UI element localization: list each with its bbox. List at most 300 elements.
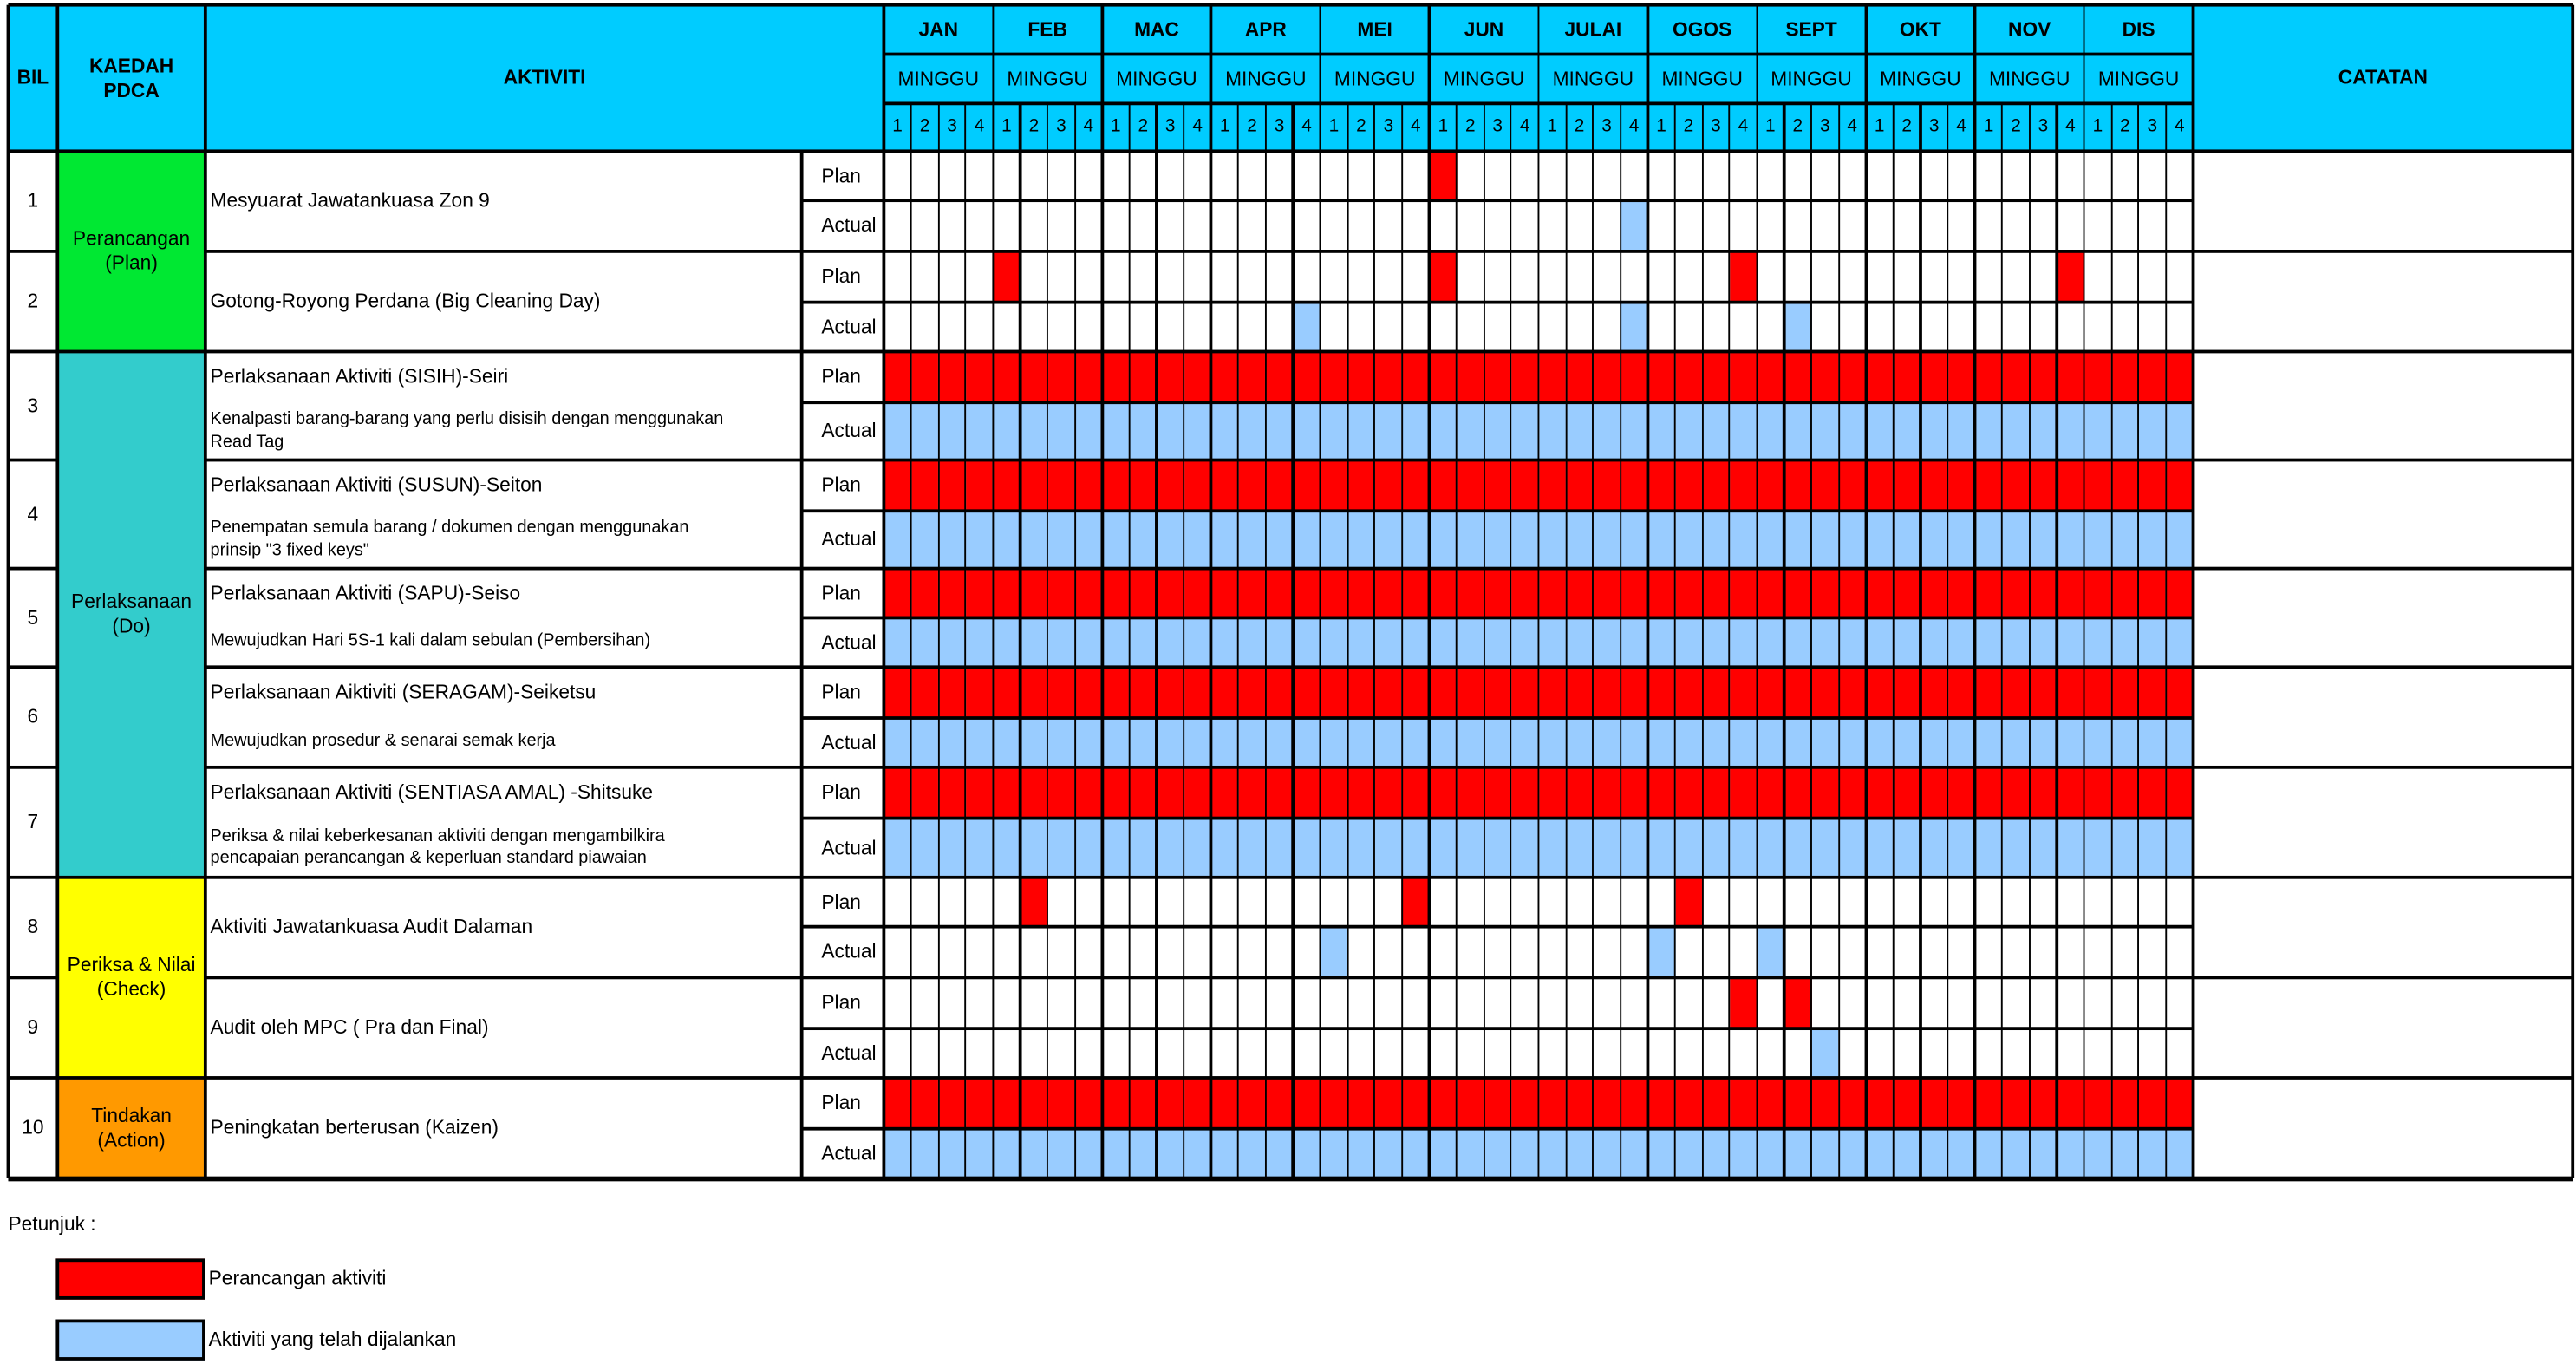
plan-bar	[2057, 569, 2084, 618]
plan-bar	[2084, 1078, 2111, 1129]
table-top-border	[8, 3, 2573, 7]
plan-bar	[966, 767, 993, 819]
actual-bar	[1047, 718, 1074, 767]
grid-line	[1537, 5, 1540, 1178]
actual-bar	[1266, 402, 1293, 460]
actual-bar	[2002, 617, 2029, 667]
plan-bar	[2166, 667, 2193, 718]
activity-description: Periksa & nilai keberkesanan aktiviti dengan mengambilkira pencapaian perancangan & keperluan standard piawaian	[210, 826, 665, 868]
actual-bar	[1757, 718, 1784, 767]
actual-bar	[1893, 402, 1920, 460]
plan-bar	[1457, 569, 1484, 618]
grid-line	[1510, 103, 1512, 1178]
week-label: MINGGU	[1007, 66, 1088, 90]
week-label: MINGGU	[1988, 66, 2071, 90]
grid-line	[1810, 103, 1812, 1178]
plan-bar	[1593, 460, 1620, 512]
grid-line	[910, 103, 912, 1178]
actual-bar	[938, 819, 965, 878]
plan-bar	[1430, 460, 1457, 512]
plan-bar	[1675, 878, 1702, 927]
grid-line	[1947, 103, 1948, 1178]
plan-bar	[1457, 460, 1484, 512]
grid-line	[204, 5, 207, 1178]
plan-bar	[1811, 460, 1838, 512]
plan-bar	[1075, 767, 1102, 819]
grid-line	[802, 1128, 2194, 1130]
actual-bar	[1730, 511, 1757, 568]
actual-bar	[1047, 402, 1074, 460]
activity-title: Gotong-Royong Perdana (Big Cleaning Day)	[210, 289, 601, 313]
plan-bar	[1566, 1078, 1593, 1129]
plan-bar	[1702, 1078, 1729, 1129]
plan-bar	[1538, 351, 1565, 402]
week-number: 2	[1138, 115, 1149, 136]
actual-bar	[1321, 511, 1347, 568]
actual-bar	[1238, 402, 1265, 460]
actual-bar	[911, 718, 938, 767]
actual-bar	[2030, 819, 2057, 878]
month-label: JULAI	[1564, 16, 1622, 41]
grid-line	[205, 766, 2573, 768]
actual-bar	[1784, 402, 1811, 460]
plan-bar	[1893, 667, 1920, 718]
plan-bar	[1347, 569, 1374, 618]
plan-bar	[966, 1078, 993, 1129]
actual-bar	[1921, 402, 1947, 460]
actual-bar	[1975, 402, 2002, 460]
plan-bar	[1102, 767, 1129, 819]
plan-bar	[1947, 1078, 1974, 1129]
plan-bar	[1402, 1078, 1429, 1129]
actual-bar	[1047, 511, 1074, 568]
actual-bar	[1347, 617, 1374, 667]
plan-bar	[1975, 460, 2002, 512]
plan-bar	[1484, 460, 1511, 512]
plan-bar	[1266, 1078, 1293, 1129]
plan-bar	[2166, 1078, 2193, 1129]
plan-bar	[1321, 569, 1347, 618]
actual-bar	[1047, 617, 1074, 667]
activity-title: Peningkatan berterusan (Kaizen)	[210, 1115, 499, 1139]
actual-bar	[2139, 718, 2166, 767]
grid-line	[8, 251, 57, 252]
plan-bar	[1866, 460, 1893, 512]
actual-bar	[1211, 819, 1238, 878]
actual-bar	[1566, 617, 1593, 667]
grid-line	[1783, 103, 1784, 1178]
plan-bar	[1566, 667, 1593, 718]
actual-bar	[1811, 511, 1838, 568]
plan-bar	[1293, 460, 1320, 512]
plan-bar	[2139, 667, 2166, 718]
plan-bar	[1375, 569, 1402, 618]
grid-line	[2083, 5, 2085, 1178]
plan-bar	[1321, 460, 1347, 512]
plan-label: Plan	[821, 680, 861, 703]
grid-line	[992, 5, 995, 1178]
grid-line	[802, 817, 2194, 819]
row-number: 3	[27, 393, 39, 417]
plan-bar	[1566, 460, 1593, 512]
actual-bar	[911, 1129, 938, 1178]
actual-bar	[2030, 1129, 2057, 1178]
activity-title: Perlaksanaan Aktiviti (SISIH)-Seiri	[210, 364, 509, 388]
week-number: 4	[974, 115, 985, 136]
plan-bar	[1839, 351, 1866, 402]
week-number: 4	[1628, 115, 1640, 136]
actual-bar	[1457, 617, 1484, 667]
legend-label: Perancangan aktiviti	[208, 1266, 387, 1290]
actual-bar	[966, 617, 993, 667]
actual-bar	[1293, 402, 1320, 460]
plan-bar	[966, 569, 993, 618]
actual-bar	[1757, 617, 1784, 667]
week-number: 3	[2147, 115, 2158, 136]
plan-bar	[1538, 767, 1565, 819]
actual-bar	[1402, 718, 1429, 767]
actual-bar	[2139, 511, 2166, 568]
actual-bar	[1866, 718, 1893, 767]
actual-bar	[1621, 1129, 1647, 1178]
actual-bar	[1893, 819, 1920, 878]
actual-bar	[1157, 718, 1184, 767]
plan-bar	[1702, 351, 1729, 402]
week-number: 2	[2011, 115, 2021, 136]
plan-bar	[1511, 460, 1538, 512]
plan-bar	[884, 569, 910, 618]
actual-bar	[1130, 718, 1157, 767]
plan-bar	[1511, 767, 1538, 819]
week-number: 4	[1411, 115, 1421, 136]
plan-bar	[1702, 767, 1729, 819]
actual-bar	[1075, 1129, 1102, 1178]
actual-bar	[1211, 1129, 1238, 1178]
actual-bar	[2030, 718, 2057, 767]
actual-bar	[1566, 718, 1593, 767]
actual-bar	[884, 402, 910, 460]
plan-bar	[1538, 460, 1565, 512]
legend-label: Aktiviti yang telah dijalankan	[208, 1327, 457, 1351]
plan-bar	[993, 251, 1020, 303]
plan-bar	[2111, 667, 2138, 718]
actual-bar	[1238, 1129, 1265, 1178]
week-label: MINGGU	[1552, 66, 1634, 90]
actual-bar	[1593, 819, 1620, 878]
actual-bar	[884, 819, 910, 878]
plan-bar	[2030, 767, 2057, 819]
plan-bar	[1921, 351, 1947, 402]
week-number: 2	[1683, 115, 1694, 136]
grid-line	[1674, 103, 1676, 1178]
actual-bar	[1047, 819, 1074, 878]
actual-bar	[1593, 617, 1620, 667]
actual-bar	[1566, 402, 1593, 460]
legend-swatch	[55, 1320, 205, 1361]
actual-bar	[938, 402, 965, 460]
plan-bar	[1021, 667, 1047, 718]
actual-bar	[1757, 511, 1784, 568]
actual-bar	[1621, 617, 1647, 667]
plan-bar	[1430, 151, 1457, 200]
actual-bar	[1102, 617, 1129, 667]
actual-bar	[1893, 1129, 1920, 1178]
grid-line	[1620, 103, 1621, 1178]
plan-bar	[1975, 667, 2002, 718]
grid-line	[205, 250, 2573, 252]
plan-bar	[2084, 667, 2111, 718]
actual-bar	[1211, 617, 1238, 667]
plan-bar	[2002, 1078, 2029, 1129]
actual-bar	[1593, 718, 1620, 767]
plan-bar	[1921, 1078, 1947, 1129]
plan-bar	[1893, 351, 1920, 402]
actual-bar	[1947, 511, 1974, 568]
plan-bar	[1675, 667, 1702, 718]
plan-bar	[1566, 767, 1593, 819]
plan-bar	[1675, 767, 1702, 819]
grid-line	[1456, 103, 1458, 1178]
plan-bar	[1402, 351, 1429, 402]
plan-bar	[1347, 460, 1374, 512]
actual-bar	[1702, 1129, 1729, 1178]
plan-bar	[1430, 767, 1457, 819]
actual-bar	[2084, 617, 2111, 667]
plan-bar	[1293, 767, 1320, 819]
plan-bar	[1675, 351, 1702, 402]
plan-bar	[1293, 351, 1320, 402]
row-number: 5	[27, 605, 39, 629]
month-label: FEB	[1027, 16, 1067, 41]
actual-bar	[2139, 617, 2166, 667]
actual-bar	[1130, 617, 1157, 667]
plan-bar	[1621, 569, 1647, 618]
grid-line	[57, 876, 2573, 878]
actual-bar	[2111, 718, 2138, 767]
actual-bar	[1102, 511, 1129, 568]
actual-bar	[1130, 819, 1157, 878]
grid-line	[1892, 103, 1894, 1178]
plan-bar	[1621, 351, 1647, 402]
plan-label: Plan	[821, 890, 861, 913]
plan-bar	[1321, 767, 1347, 819]
plan-label: Plan	[821, 990, 861, 1015]
plan-bar	[1184, 460, 1210, 512]
plan-bar	[2166, 460, 2193, 512]
actual-bar	[1784, 511, 1811, 568]
actual-bar	[1457, 718, 1484, 767]
actual-bar	[1757, 402, 1784, 460]
plan-bar	[1102, 460, 1129, 512]
grid-line	[800, 151, 802, 1178]
actual-bar	[1839, 819, 1866, 878]
actual-bar	[993, 718, 1020, 767]
month-label: SEPT	[1785, 16, 1837, 41]
actual-label: Actual	[821, 835, 877, 859]
plan-bar	[1347, 1078, 1374, 1129]
plan-bar	[1757, 351, 1784, 402]
plan-label: Plan	[821, 264, 861, 288]
plan-bar	[938, 667, 965, 718]
plan-bar	[1947, 351, 1974, 402]
actual-bar	[1484, 718, 1511, 767]
grid-line	[1973, 5, 1976, 1178]
plan-bar	[2111, 569, 2138, 618]
plan-bar	[2002, 351, 2029, 402]
plan-bar	[1157, 667, 1184, 718]
actual-bar	[1375, 718, 1402, 767]
plan-bar	[1293, 569, 1320, 618]
plan-bar	[1157, 767, 1184, 819]
week-label: MINGGU	[1880, 66, 1961, 90]
plan-bar	[1238, 767, 1265, 819]
grid-line	[1756, 5, 1758, 1178]
actual-bar	[1866, 511, 1893, 568]
plan-bar	[1021, 1078, 1047, 1129]
plan-bar	[1430, 351, 1457, 402]
activity-title: Perlaksanaan Aktiviti (SUSUN)-Seiton	[210, 473, 543, 497]
plan-bar	[1893, 767, 1920, 819]
actual-label: Actual	[821, 730, 877, 754]
plan-bar	[1375, 667, 1402, 718]
plan-bar	[1593, 1078, 1620, 1129]
actual-bar	[1157, 1129, 1184, 1178]
week-number: 2	[1356, 115, 1366, 136]
plan-bar	[2166, 767, 2193, 819]
plan-bar	[1430, 251, 1457, 303]
actual-bar	[1566, 511, 1593, 568]
actual-bar	[2166, 819, 2193, 878]
plan-bar	[1130, 667, 1157, 718]
plan-bar	[1184, 569, 1210, 618]
grid-line	[1265, 103, 1267, 1178]
column-header-catatan: CATATAN	[2338, 65, 2428, 89]
actual-bar	[884, 617, 910, 667]
actual-bar	[966, 1129, 993, 1178]
plan-bar	[1075, 667, 1102, 718]
actual-bar	[1811, 402, 1838, 460]
plan-bar	[1211, 667, 1238, 718]
plan-bar	[1730, 569, 1757, 618]
month-label: OKT	[1899, 16, 1941, 41]
plan-bar	[1130, 1078, 1157, 1129]
actual-bar	[1975, 1129, 2002, 1178]
actual-bar	[1511, 402, 1538, 460]
grid-line	[1156, 103, 1158, 1178]
actual-bar	[1593, 511, 1620, 568]
plan-bar	[2166, 351, 2193, 402]
plan-label: Plan	[821, 580, 861, 604]
grid-line	[8, 149, 2573, 153]
actual-bar	[1321, 617, 1347, 667]
week-label: MINGGU	[1443, 66, 1525, 90]
actual-bar	[1566, 1129, 1593, 1178]
plan-bar	[1593, 667, 1620, 718]
plan-bar	[1647, 351, 1674, 402]
table-bottom-border	[8, 1176, 2573, 1181]
week-number: 2	[1901, 115, 1912, 136]
actual-bar	[2002, 1129, 2029, 1178]
plan-bar	[1839, 569, 1866, 618]
actual-bar	[1402, 511, 1429, 568]
plan-bar	[1866, 569, 1893, 618]
actual-bar	[1211, 402, 1238, 460]
week-number: 2	[1574, 115, 1585, 136]
actual-bar	[1975, 718, 2002, 767]
activity-description: Penempatan semula barang / dokumen dengan menggunakan prinsip "3 fixed keys"	[210, 518, 689, 560]
actual-bar	[1839, 617, 1866, 667]
actual-bar	[1511, 718, 1538, 767]
plan-bar	[1757, 569, 1784, 618]
actual-bar	[1430, 1129, 1457, 1178]
plan-bar	[1211, 767, 1238, 819]
plan-bar	[2030, 667, 2057, 718]
plan-bar	[2084, 569, 2111, 618]
actual-bar	[1675, 718, 1702, 767]
plan-bar	[1784, 351, 1811, 402]
plan-bar	[2139, 569, 2166, 618]
plan-bar	[2139, 1078, 2166, 1129]
plan-bar	[1102, 667, 1129, 718]
plan-bar	[2057, 667, 2084, 718]
plan-bar	[911, 667, 938, 718]
actual-bar	[1347, 1129, 1374, 1178]
plan-bar	[2111, 1078, 2138, 1129]
plan-bar	[2111, 767, 2138, 819]
actual-bar	[1702, 617, 1729, 667]
plan-bar	[2084, 351, 2111, 402]
plan-bar	[884, 460, 910, 512]
actual-bar	[1266, 819, 1293, 878]
actual-bar	[2139, 1129, 2166, 1178]
plan-bar	[1184, 1078, 1210, 1129]
plan-bar	[1621, 767, 1647, 819]
plan-bar	[1021, 351, 1047, 402]
plan-bar	[1375, 767, 1402, 819]
actual-bar	[1402, 402, 1429, 460]
plan-bar	[1457, 351, 1484, 402]
plan-bar	[1347, 351, 1374, 402]
grid-line	[2165, 103, 2167, 1178]
actual-bar	[1947, 617, 1974, 667]
actual-bar	[2002, 718, 2029, 767]
plan-bar	[2057, 460, 2084, 512]
plan-bar	[1593, 767, 1620, 819]
actual-bar	[1621, 718, 1647, 767]
grid-line	[205, 459, 2573, 461]
plan-bar	[1402, 460, 1429, 512]
actual-bar	[1621, 402, 1647, 460]
plan-bar	[1538, 1078, 1565, 1129]
plan-bar	[1266, 767, 1293, 819]
plan-bar	[1566, 351, 1593, 402]
actual-bar	[1157, 617, 1184, 667]
actual-bar	[1702, 819, 1729, 878]
grid-line	[1483, 103, 1484, 1178]
actual-bar	[2111, 1129, 2138, 1178]
actual-bar	[1021, 819, 1047, 878]
actual-bar	[966, 511, 993, 568]
grid-line	[2137, 103, 2139, 1178]
week-number: 3	[1928, 115, 1940, 136]
actual-bar	[1293, 1129, 1320, 1178]
plan-bar	[1866, 667, 1893, 718]
plan-bar	[1784, 569, 1811, 618]
actual-bar	[1921, 718, 1947, 767]
plan-bar	[911, 569, 938, 618]
actual-bar	[1975, 819, 2002, 878]
actual-bar	[1157, 819, 1184, 878]
